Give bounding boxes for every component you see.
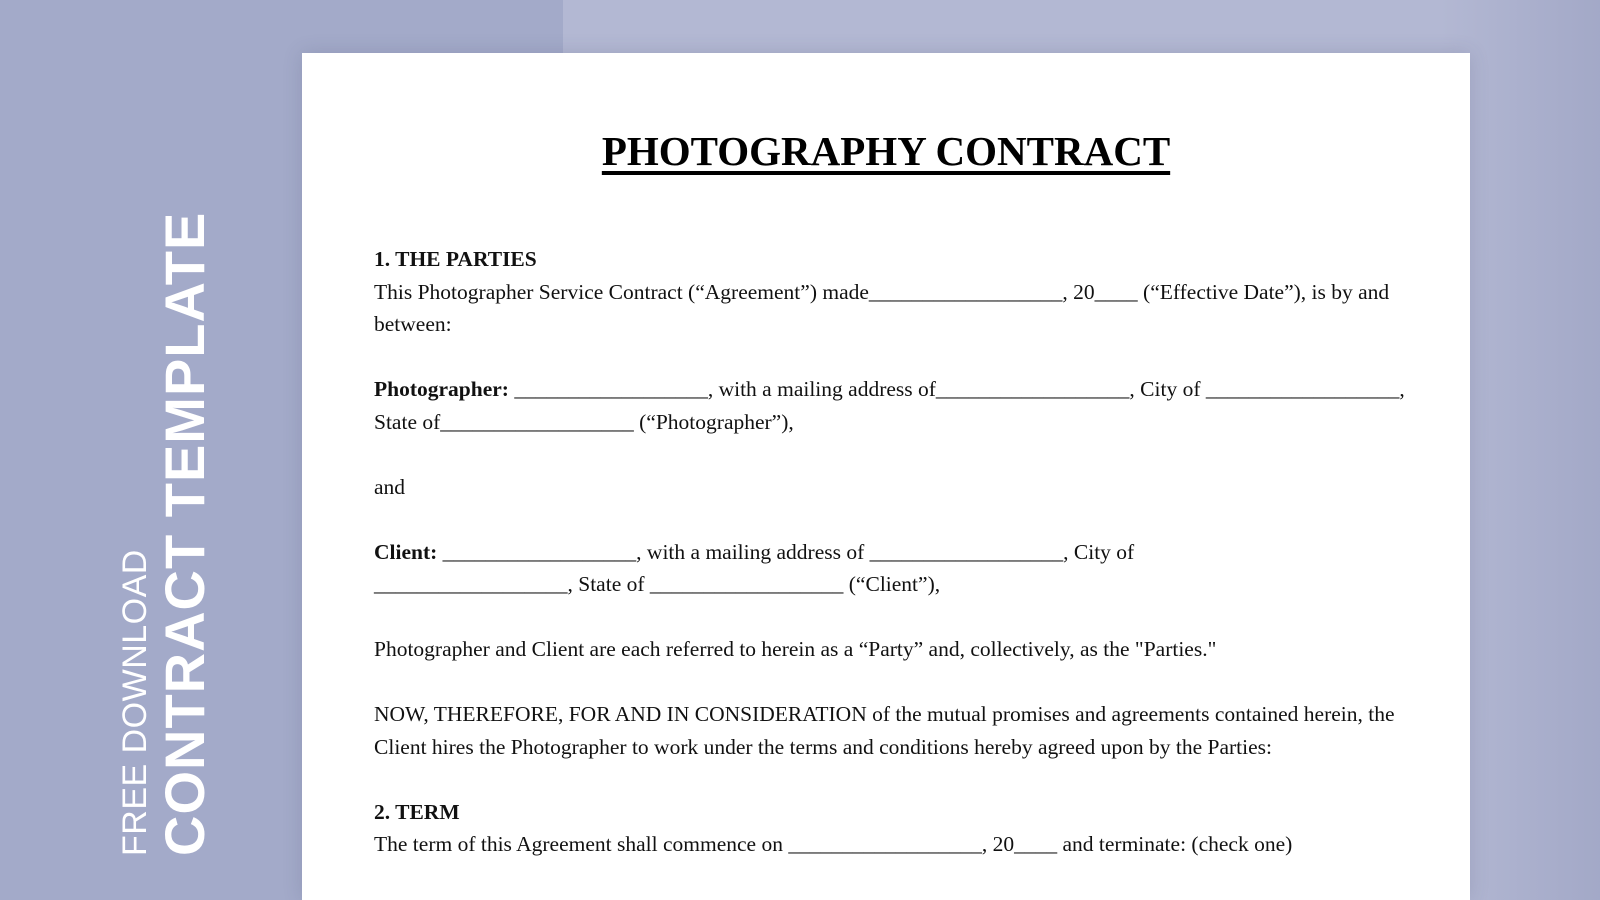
parties-note-paragraph: Photographer and Client are each referred to herein as a “Party” and, collectively, as the "Parties." bbox=[374, 637, 1217, 661]
contract-template-label: CONTRACT TEMPLATE bbox=[153, 211, 216, 856]
photographer-details: __________________, with a mailing address of__________________, City of __________________, State of__________________ (“Photographer”), bbox=[374, 377, 1405, 434]
free-download-label: FREE DOWNLOAD bbox=[116, 549, 154, 856]
photographer-paragraph bbox=[374, 373, 1414, 438]
sidebar-banner bbox=[115, 212, 215, 856]
document-body bbox=[374, 243, 1414, 861]
and-text: and bbox=[374, 474, 406, 499]
photographer-label: Photographer: bbox=[374, 377, 509, 401]
section-heading-parties: 1. THE PARTIES bbox=[374, 247, 537, 271]
document-page bbox=[302, 53, 1470, 900]
section-heading-term: 2. TERM bbox=[374, 799, 460, 824]
document-title: PHOTOGRAPHY CONTRACT bbox=[601, 128, 1171, 174]
consideration-paragraph: NOW, THEREFORE, FOR AND IN CONSIDERATION of the mutual promises and agreements contained herein, the Client hires the Photographer to work under the terms and conditions hereby agreed upon by the Parties: bbox=[374, 702, 1395, 759]
term-paragraph: The term of this Agreement shall commence on __________________, 20____ and terminate: (check one) bbox=[374, 832, 1293, 856]
agreement-intro-paragraph: This Photographer Service Contract (“Agreement”) made__________________, 20____ (“Effective Date”), is by and between: bbox=[374, 279, 1390, 336]
client-label: Client: bbox=[374, 539, 438, 564]
client-details: __________________, with a mailing address of __________________, City of __________________, State of __________________ (“Client”), bbox=[374, 539, 1135, 596]
client-paragraph bbox=[374, 536, 1204, 601]
